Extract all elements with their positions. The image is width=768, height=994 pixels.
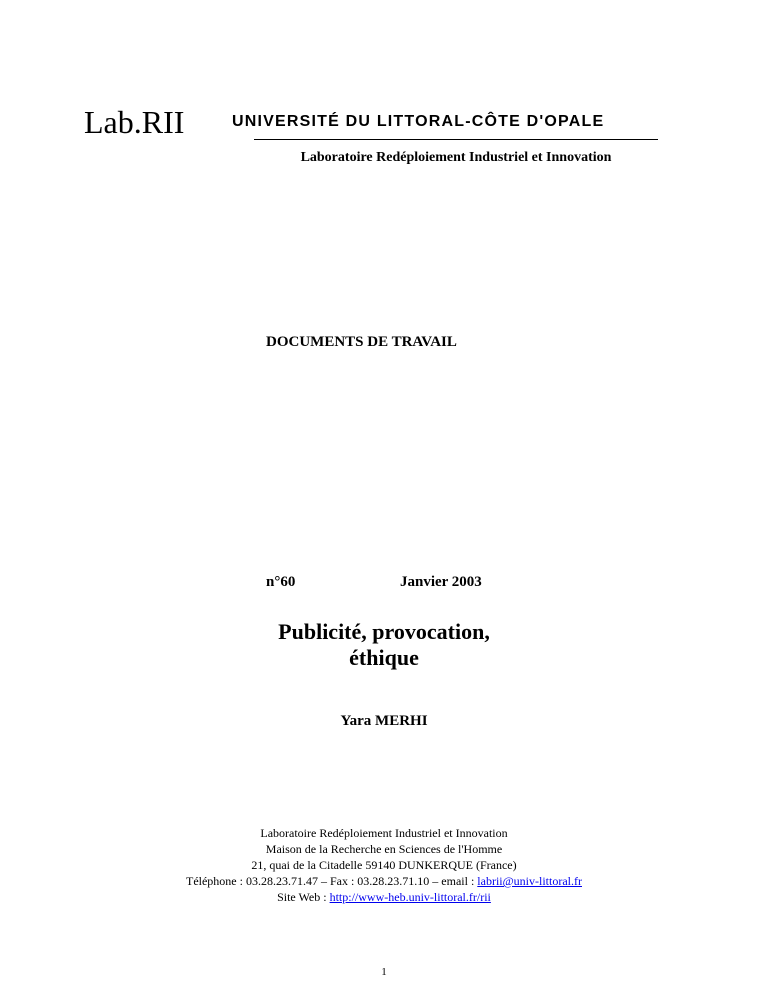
footer-contact-line — [0, 873, 768, 889]
email-link[interactable]: labrii@univ-littoral.fr — [477, 874, 582, 888]
issue-date: Janvier 2003 — [400, 574, 482, 590]
author-name: Yara MERHI — [340, 713, 428, 729]
issue-number: n°60 — [266, 574, 296, 590]
lab-name: Lab.RII — [84, 104, 185, 140]
document-title — [0, 619, 768, 671]
footer-house-line: Maison de la Recherche en Sciences de l'Homme — [265, 842, 503, 856]
phone-fax-text: Téléphone : 03.28.23.71.47 – Fax : 03.28.23.71.10 – email : — [185, 874, 478, 888]
web-label: Site Web : — [277, 890, 330, 904]
document-title-line1: Publicité, provocation, — [278, 619, 490, 644]
website-link[interactable]: http://www-heb.univ-littoral.fr/rii — [329, 890, 491, 904]
header-rule — [254, 139, 658, 140]
university-name: UNIVERSITÉ DU LITTORAL-CÔTE D'OPALE — [232, 113, 605, 130]
series-title: DOCUMENTS DE TRAVAIL — [266, 334, 457, 350]
page-number: 1 — [381, 966, 387, 978]
footer-address-line: 21, quai de la Citadelle 59140 DUNKERQUE (France) — [251, 858, 517, 872]
footer-address — [0, 825, 768, 905]
laboratory-name: Laboratoire Redéploiement Industriel et Innovation — [300, 150, 612, 165]
footer-web-line — [0, 889, 768, 905]
document-title-line2: éthique — [349, 645, 419, 670]
footer-lab-line: Laboratoire Redéploiement Industriel et Innovation — [260, 826, 508, 840]
